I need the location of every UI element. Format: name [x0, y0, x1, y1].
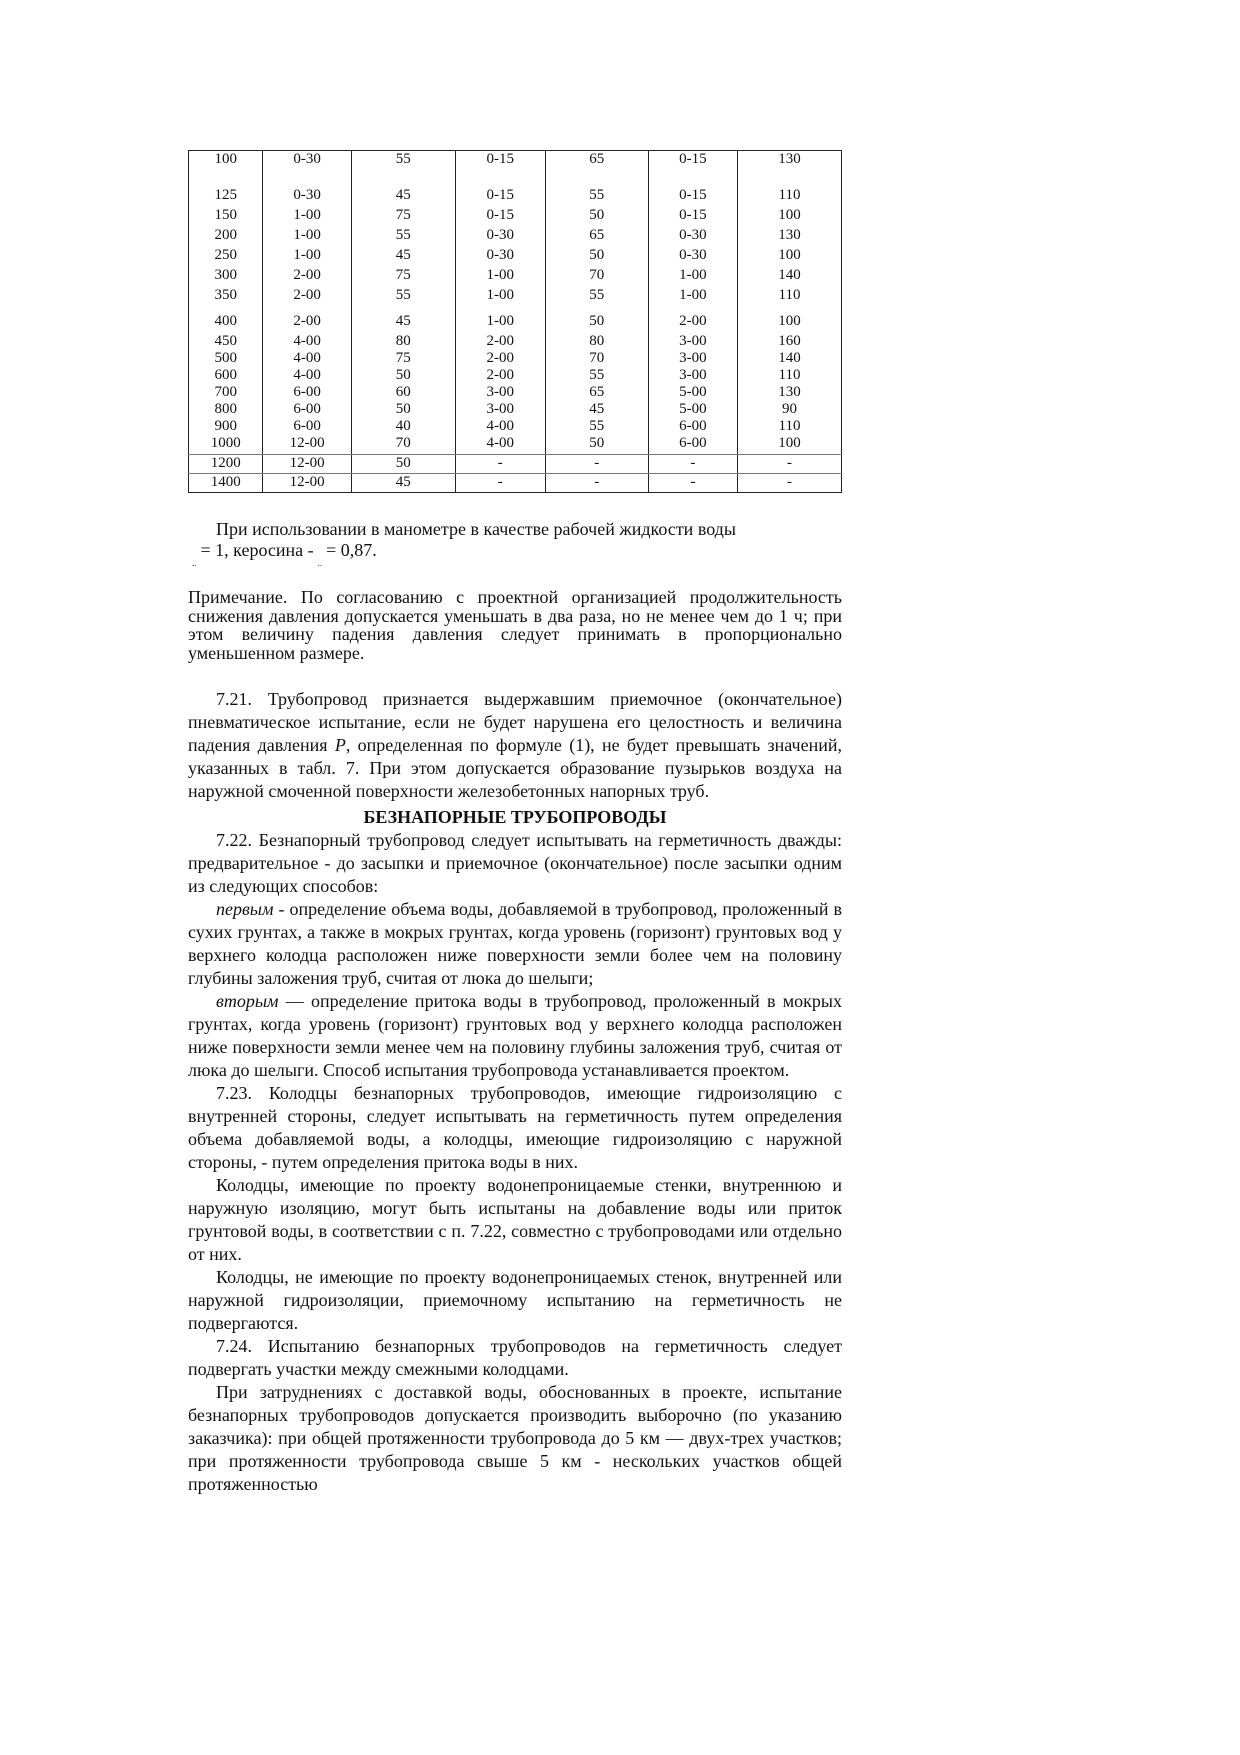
- table-row: [189, 350, 842, 367]
- table-row: [189, 267, 842, 287]
- table-cell: 0-15: [648, 207, 737, 227]
- table-cell: 500: [189, 350, 263, 367]
- table-cell: 130: [737, 151, 841, 180]
- table-cell: 12-00: [263, 455, 351, 474]
- table-cell: 70: [351, 435, 455, 455]
- table-cell: 3-00: [648, 333, 737, 350]
- gamma-symbol-mark: ..: [192, 558, 197, 568]
- table-cell: 4-00: [263, 367, 351, 384]
- table-cell: 1-00: [648, 267, 737, 287]
- table-cell: 0-30: [648, 247, 737, 267]
- table-cell: 5-00: [648, 384, 737, 401]
- table-cell: 3-00: [455, 384, 545, 401]
- method-first-paragraph: [188, 898, 842, 990]
- table-row: [189, 207, 842, 227]
- table-cell: 12-00: [263, 474, 351, 493]
- paragraph-7-24: 7.24. Испытанию безнапорных трубопроводов на герметичность следует подвергать участки между смежными колодцами.: [188, 1336, 842, 1379]
- table-cell: -: [648, 474, 737, 493]
- method-first-label: первым: [216, 899, 274, 919]
- table-cell: 40: [351, 418, 455, 435]
- table-cell: 45: [545, 401, 648, 418]
- table-cell: 75: [351, 267, 455, 287]
- table-cell: 140: [737, 350, 841, 367]
- table-cell: 55: [545, 367, 648, 384]
- table-cell: 80: [351, 333, 455, 350]
- table-row: [189, 401, 842, 418]
- table-body: [189, 151, 842, 493]
- table-row: [189, 367, 842, 384]
- table-row: [189, 418, 842, 435]
- table-cell: -: [648, 455, 737, 474]
- table-row: [189, 151, 842, 180]
- table-cell: 6-00: [263, 384, 351, 401]
- table-cell: 6-00: [648, 435, 737, 455]
- table-cell: 100: [737, 435, 841, 455]
- table-cell: 70: [545, 350, 648, 367]
- table-cell: 6-00: [263, 418, 351, 435]
- table-cell: 55: [545, 287, 648, 309]
- table-cell: 90: [737, 401, 841, 418]
- table-cell: 1400: [189, 474, 263, 493]
- section-heading: БЕЗНАПОРНЫЕ ТРУБОПРОВОДЫ: [363, 807, 667, 827]
- table-cell: 5-00: [648, 401, 737, 418]
- table-cell: 160: [737, 333, 841, 350]
- table-cell: 100: [737, 207, 841, 227]
- table-cell: 110: [737, 418, 841, 435]
- table-cell: -: [737, 455, 841, 474]
- table-row: [189, 247, 842, 267]
- table-cell: 70: [545, 267, 648, 287]
- table-cell: 100: [189, 151, 263, 180]
- table-cell: 140: [737, 267, 841, 287]
- table-cell: 300: [189, 267, 263, 287]
- table-cell: 1-00: [455, 267, 545, 287]
- table-cell: -: [455, 474, 545, 493]
- table-cell: 600: [189, 367, 263, 384]
- table-cell: -: [737, 474, 841, 493]
- paragraph-7-22: 7.22. Безнапорный трубопровод следует испытывать на герметичность дважды: предварительное - до засыпки и приемочное (окончательное) после засыпки одним из следующих способов:: [188, 830, 842, 896]
- table-cell: 0-15: [455, 207, 545, 227]
- table-cell: 50: [351, 401, 455, 418]
- manometer-text-a: При использовании в манометре в качестве рабочей жидкости воды: [216, 519, 736, 539]
- note-paragraph: Примечание. По согласованию с проектной организацией продолжительность снижения давления допускается уменьшать в два раза, но не менее чем до 1 ч; при этом величину падения давления следует принимать в пропорционально уменьшенном размере.: [188, 587, 842, 663]
- table-cell: 55: [545, 418, 648, 435]
- table-cell: 110: [737, 287, 841, 309]
- table-row: [189, 384, 842, 401]
- table-cell: 0-15: [455, 179, 545, 207]
- table-cell: 1000: [189, 435, 263, 455]
- table-cell: 110: [737, 367, 841, 384]
- table-cell: 45: [351, 247, 455, 267]
- table-row: [189, 474, 842, 493]
- table-cell: 0-30: [263, 179, 351, 207]
- table-cell: 0-30: [455, 247, 545, 267]
- table-cell: 130: [737, 384, 841, 401]
- paragraph-7-21-text-b: , определенная по формуле (1), не будет превышать значений, указанных в табл. 7. При этом допускается образование пузырьков воздуха на наружной смоченной поверхности железобетонных напорных труб.: [188, 735, 842, 801]
- manometer-text-b: = 1, керосина -: [200, 540, 314, 560]
- table-row: [189, 227, 842, 247]
- table-cell: 110: [737, 179, 841, 207]
- table-cell: 55: [351, 227, 455, 247]
- table-cell: 1-00: [455, 309, 545, 333]
- table-cell: 50: [545, 435, 648, 455]
- table-cell: -: [545, 455, 648, 474]
- table-cell: 130: [737, 227, 841, 247]
- table-cell: 50: [351, 455, 455, 474]
- method-second-paragraph: [188, 990, 842, 1082]
- table-cell: 4-00: [455, 435, 545, 455]
- table-row: [189, 455, 842, 474]
- table-cell: 200: [189, 227, 263, 247]
- method-second-text: — определение притока воды в трубопровод, проложенный в мокрых грунтах, когда уровень (горизонт) грунтовых вод у верхнего колодца расположен ниже поверхности земли менее чем на половину глубины заложения труб, считая от люка до шелыги. Способ испытания трубопровода устанавливается проектом.: [188, 991, 842, 1080]
- table-cell: 45: [351, 179, 455, 207]
- table-row: [189, 309, 842, 333]
- table-cell: 3-00: [648, 367, 737, 384]
- table-cell: 150: [189, 207, 263, 227]
- paragraph-7-21-text-a: 7.21. Трубопровод признается выдержавшим приемочное (окончательное) пневматическое испытание, если не будет нарушена его целостность и величина падения давления: [188, 689, 842, 755]
- table-cell: 1-00: [648, 287, 737, 309]
- table-cell: 0-30: [263, 151, 351, 180]
- table-cell: -: [545, 474, 648, 493]
- table-cell: 45: [351, 309, 455, 333]
- manometer-text-c: = 0,87.: [326, 540, 377, 560]
- table-cell: 4-00: [263, 350, 351, 367]
- table-row: [189, 179, 842, 207]
- table-cell: 12-00: [263, 435, 351, 455]
- water-supply-paragraph: При затруднениях с доставкой воды, обоснованных в проекте, испытание безнапорных трубопроводов допускается производить выборочно (по указанию заказчика): при общей протяженности трубопровода до 5 км — двух-трех участков; при протяженности трубопровода свыше 5 км - нескольких участков общей протяженностью: [188, 1382, 842, 1494]
- table-cell: 2-00: [263, 267, 351, 287]
- table-cell: 0-15: [648, 179, 737, 207]
- table-cell: 700: [189, 384, 263, 401]
- table-cell: 125: [189, 179, 263, 207]
- method-first-text: - определение объема воды, добавляемой в трубопровод, проложенный в сухих грунтах, а также в мокрых грунтах, когда уровень (горизонт) грунтовых вод у верхнего колодца расположен ниже поверхности земли более чем на половину глубины заложения труб, считая от люка до шелыги;: [188, 899, 842, 988]
- table-cell: 55: [351, 287, 455, 309]
- manometer-formula-line: [188, 540, 842, 568]
- gamma-symbol-mark-2: ..: [317, 558, 323, 568]
- table-cell: 250: [189, 247, 263, 267]
- table-cell: 0-30: [455, 227, 545, 247]
- table-cell: 50: [545, 309, 648, 333]
- table-cell: 1-00: [263, 247, 351, 267]
- table-cell: 65: [545, 151, 648, 180]
- table-row: [189, 287, 842, 309]
- table-cell: 2-00: [263, 309, 351, 333]
- table-cell: 900: [189, 418, 263, 435]
- table-cell: 4-00: [263, 333, 351, 350]
- table-cell: 0-15: [455, 151, 545, 180]
- table-cell: 60: [351, 384, 455, 401]
- wells-paragraph-2: Колодцы, не имеющие по проекту водонепроницаемых стенок, внутренней или наружной гидроизоляции, приемочному испытанию на герметичность не подвергаются.: [188, 1267, 842, 1333]
- table-cell: 50: [545, 207, 648, 227]
- table-cell: 100: [737, 309, 841, 333]
- table-cell: 100: [737, 247, 841, 267]
- table-cell: 400: [189, 309, 263, 333]
- table-cell: 450: [189, 333, 263, 350]
- table-cell: 2-00: [263, 287, 351, 309]
- table-row: [189, 435, 842, 455]
- pressure-variable: P: [334, 735, 346, 755]
- table-row: [189, 333, 842, 350]
- table-cell: 75: [351, 350, 455, 367]
- table-cell: 2-00: [455, 367, 545, 384]
- table-cell: 45: [351, 474, 455, 493]
- table-cell: 65: [545, 384, 648, 401]
- table-cell: 1200: [189, 455, 263, 474]
- page-content: [188, 150, 842, 1496]
- table-cell: 1-00: [263, 207, 351, 227]
- method-second-label: вторым: [216, 991, 279, 1011]
- table-cell: 80: [545, 333, 648, 350]
- paragraph-7-21: [188, 688, 842, 803]
- table-cell: 1-00: [263, 227, 351, 247]
- table-cell: 4-00: [455, 418, 545, 435]
- wells-paragraph-1: Колодцы, имеющие по проекту водонепроницаемые стенки, внутреннюю и наружную изоляцию, могут быть испытаны на добавление воды или приток грунтовой воды, в соответствии с п. 7.22, совместно с трубопроводами или отдельно от них.: [188, 1175, 842, 1264]
- table-cell: 50: [545, 247, 648, 267]
- table-cell: 50: [351, 367, 455, 384]
- manometer-paragraph: [188, 519, 842, 540]
- table-cell: 2-00: [648, 309, 737, 333]
- table-cell: 3-00: [455, 401, 545, 418]
- table-cell: 75: [351, 207, 455, 227]
- table-cell: 55: [351, 151, 455, 180]
- table-cell: 0-15: [648, 151, 737, 180]
- table-cell: 1-00: [455, 287, 545, 309]
- table-cell: 0-30: [648, 227, 737, 247]
- pressure-test-table: [188, 150, 842, 493]
- table-cell: 6-00: [263, 401, 351, 418]
- table-cell: 800: [189, 401, 263, 418]
- table-cell: -: [455, 455, 545, 474]
- table-cell: 2-00: [455, 350, 545, 367]
- table-cell: 3-00: [648, 350, 737, 367]
- table-cell: 2-00: [455, 333, 545, 350]
- table-cell: 65: [545, 227, 648, 247]
- table-cell: 6-00: [648, 418, 737, 435]
- table-cell: 350: [189, 287, 263, 309]
- paragraph-7-23: 7.23. Колодцы безнапорных трубопроводов, имеющие гидроизоляцию с внутренней стороны, следует испытывать на герметичность путем определения объема добавляемой воды, а колодцы, имеющие гидроизоляцию с наружной стороны, - путем определения притока воды в них.: [188, 1083, 842, 1172]
- table-cell: 55: [545, 179, 648, 207]
